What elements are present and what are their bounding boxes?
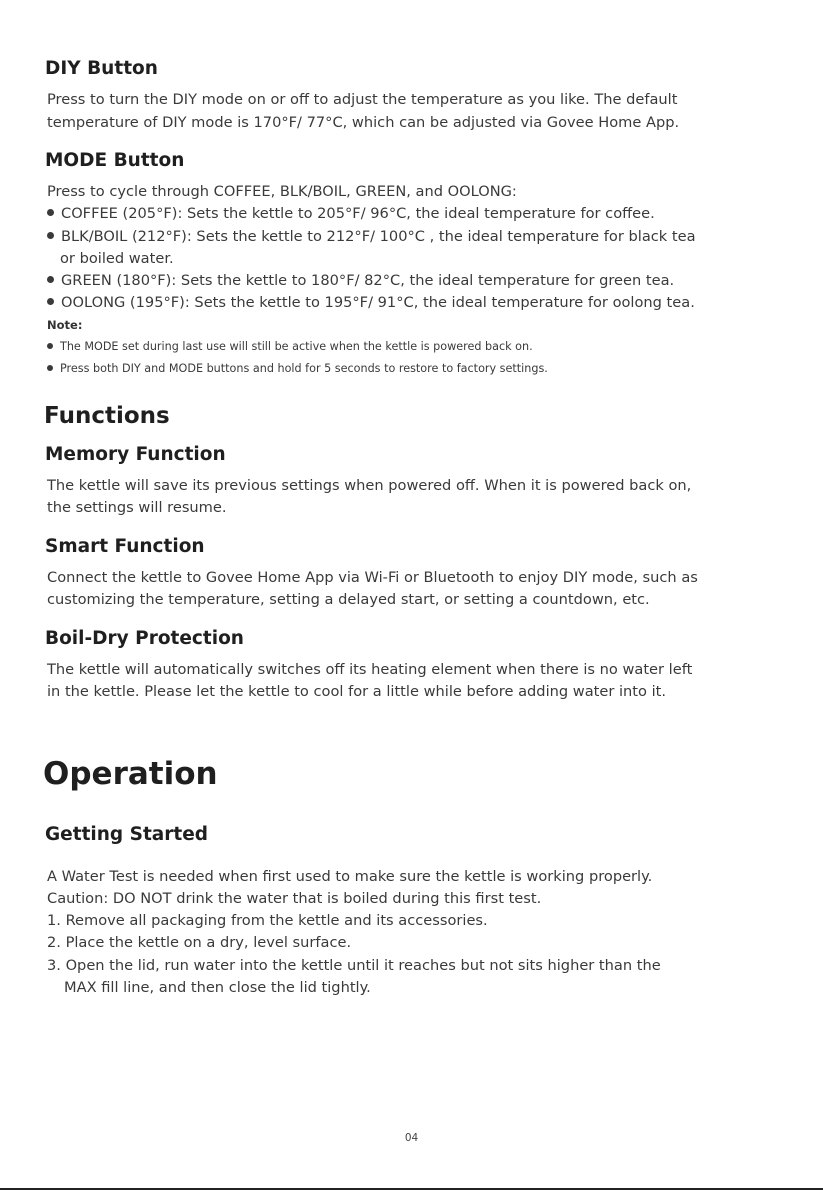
mode-item-green-text: GREEN (180°F): Sets the kettle to 180°F/ 82°C, the ideal temperature for green tea. bbox=[61, 272, 675, 289]
mode-item-blk-boil bbox=[47, 228, 696, 245]
memory-text-line-2: the settings will resume. bbox=[47, 499, 227, 516]
memory-text-line-1: The kettle will save its previous settings when powered off. When it is powered back on, bbox=[47, 477, 692, 494]
boil-dry-text-line-2: in the kettle. Please let the kettle to cool for a little while before adding water into it. bbox=[47, 683, 667, 700]
note-item-1-text: The MODE set during last use will still be active when the kettle is powered back on. bbox=[60, 340, 533, 353]
diy-text-line-2: temperature of DIY mode is 170°F/ 77°C, which can be adjusted via Govee Home App. bbox=[47, 114, 680, 131]
mode-item-oolong-text: OOLONG (195°F): Sets the kettle to 195°F/ 91°C, the ideal temperature for oolong tea. bbox=[61, 294, 695, 311]
mode-intro: Press to cycle through COFFEE, BLK/BOIL, GREEN, and OOLONG: bbox=[47, 183, 517, 200]
smart-text-line-2: customizing the temperature, setting a delayed start, or setting a countdown, etc. bbox=[47, 591, 650, 608]
note-item-1 bbox=[47, 340, 533, 353]
mode-item-coffee-text: COFFEE (205°F): Sets the kettle to 205°F/ 96°C, the ideal temperature for coffee. bbox=[61, 205, 655, 222]
bullet-icon bbox=[47, 365, 53, 371]
boil-dry-text-line-1: The kettle will automatically switches off its heating element when there is no water left bbox=[47, 661, 693, 678]
smart-function-heading: Smart Function bbox=[45, 536, 205, 557]
getting-started-line-2: Caution: DO NOT drink the water that is boiled during this first test. bbox=[47, 890, 542, 907]
note-item-2-text: Press both DIY and MODE buttons and hold for 5 seconds to restore to factory settings. bbox=[60, 362, 548, 375]
mode-button-heading: MODE Button bbox=[45, 150, 185, 171]
memory-function-heading: Memory Function bbox=[45, 444, 226, 465]
mode-item-blk-boil-continuation: or boiled water. bbox=[60, 250, 174, 267]
diy-text-line-1: Press to turn the DIY mode on or off to adjust the temperature as you like. The default bbox=[47, 91, 678, 108]
diy-button-heading: DIY Button bbox=[45, 58, 158, 79]
mode-item-green bbox=[47, 272, 674, 289]
getting-started-step-3-continuation: MAX fill line, and then close the lid tightly. bbox=[64, 979, 371, 996]
mode-item-oolong bbox=[47, 294, 695, 311]
operation-heading: Operation bbox=[43, 756, 218, 792]
getting-started-step-3: 3. Open the lid, run water into the kettle until it reaches but not sits higher than the bbox=[47, 957, 661, 974]
bullet-icon bbox=[47, 232, 54, 239]
boil-dry-heading: Boil-Dry Protection bbox=[45, 628, 244, 649]
mode-item-coffee bbox=[47, 205, 655, 222]
page-number: 04 bbox=[404, 1132, 419, 1144]
getting-started-line-1: A Water Test is needed when first used to make sure the kettle is working properly. bbox=[47, 868, 653, 885]
bullet-icon bbox=[47, 276, 54, 283]
getting-started-heading: Getting Started bbox=[45, 824, 209, 845]
footer-divider bbox=[0, 1188, 823, 1190]
getting-started-step-1: 1. Remove all packaging from the kettle and its accessories. bbox=[47, 912, 488, 929]
note-item-2 bbox=[47, 362, 548, 375]
getting-started-step-2: 2. Place the kettle on a dry, level surface. bbox=[47, 934, 352, 951]
bullet-icon bbox=[47, 343, 53, 349]
bullet-icon bbox=[47, 209, 54, 216]
functions-heading: Functions bbox=[44, 403, 170, 429]
smart-text-line-1: Connect the kettle to Govee Home App via Wi-Fi or Bluetooth to enjoy DIY mode, such as bbox=[47, 569, 698, 586]
mode-item-blk-boil-text: BLK/BOIL (212°F): Sets the kettle to 212°F/ 100°C , the ideal temperature for black tea bbox=[61, 228, 696, 245]
bullet-icon bbox=[47, 298, 54, 305]
note-title: Note: bbox=[47, 318, 83, 332]
